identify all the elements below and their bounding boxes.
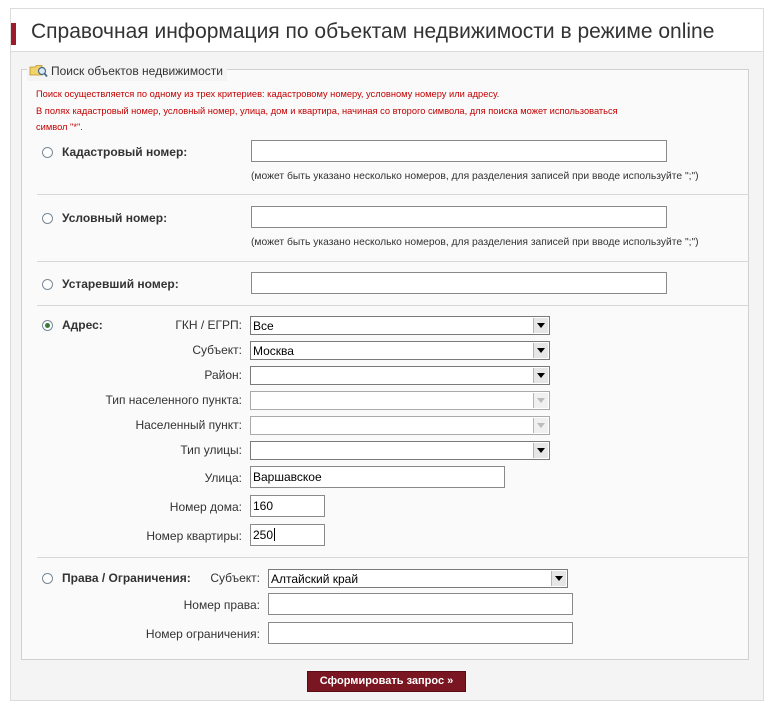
street-type-label: Тип улицы: (180, 443, 242, 457)
search-legend-label: Поиск объектов недвижимости (51, 64, 224, 79)
section-divider (37, 261, 749, 262)
street-label: Улица: (204, 471, 242, 485)
chevron-down-icon[interactable] (533, 418, 548, 433)
cadastral-radio[interactable] (42, 147, 53, 158)
rights-radio[interactable] (42, 573, 53, 584)
restriction-number-label: Номер ограничения: (145, 627, 260, 641)
apartment-number-input[interactable] (250, 524, 325, 546)
obsolete-label: Устаревший номер: (62, 277, 179, 291)
search-note-line-2: В полях кадастровый номер, условный номер, улица, дом и квартира, начиная со второго символа, для поиска может использоваться (36, 106, 618, 116)
search-folder-icon (29, 63, 48, 81)
subject-label: Субъект: (192, 343, 242, 357)
obsolete-number-input[interactable] (251, 272, 667, 294)
settlement-type-select[interactable] (250, 391, 550, 410)
conditional-radio[interactable] (42, 213, 53, 224)
street-input[interactable]: Варшавское (250, 466, 505, 488)
rights-subject-select[interactable] (268, 569, 568, 588)
right-number-input[interactable] (268, 593, 573, 615)
district-select[interactable] (250, 366, 550, 385)
section-divider (37, 194, 749, 195)
gkn-label: ГКН / ЕГРП: (175, 318, 242, 332)
page-title: Справочная информация по объектам недвижимости в режиме online (31, 20, 715, 43)
chevron-down-icon[interactable] (533, 318, 548, 333)
conditional-number-input[interactable] (251, 206, 667, 228)
search-note-line-3: символ "*". (36, 122, 83, 132)
subject-select[interactable] (250, 341, 550, 360)
chevron-down-icon[interactable] (533, 443, 548, 458)
search-legend (27, 63, 227, 81)
settlement-label: Населенный пункт: (135, 418, 242, 432)
text-cursor (274, 528, 275, 541)
subject-select-value: Москва (253, 344, 294, 358)
search-note-line-1: Поиск осуществляется по одному из трех критериев: кадастровому номеру, условному номеру или адресу. (36, 89, 500, 99)
section-divider (37, 557, 749, 558)
house-number-input[interactable]: 160 (250, 495, 325, 517)
chevron-down-icon[interactable] (551, 571, 566, 586)
settlement-type-label: Тип населенного пункта: (105, 393, 242, 407)
rights-subject-label: Субъект: (210, 571, 260, 585)
chevron-down-icon[interactable] (533, 368, 548, 383)
rights-label: Права / Ограничения: (62, 571, 191, 585)
conditional-label: Условный номер: (62, 211, 168, 225)
cadastral-label: Кадастровый номер: (62, 145, 188, 159)
submit-request-button[interactable]: Сформировать запрос » (307, 671, 466, 692)
gkn-select-value: Все (253, 319, 274, 333)
conditional-hint: (может быть указано несколько номеров, для разделения записей при вводе используйте ";") (251, 237, 699, 248)
address-radio[interactable] (42, 320, 53, 331)
rights-subject-select-value: Алтайский край (271, 572, 359, 586)
section-divider (37, 305, 749, 306)
settlement-select[interactable] (250, 416, 550, 435)
chevron-down-icon[interactable] (533, 393, 548, 408)
apartment-number-label: Номер квартиры: (146, 529, 242, 543)
apartment-number-value: 250 (253, 528, 274, 542)
chevron-down-icon[interactable] (533, 343, 548, 358)
street-type-select[interactable] (250, 441, 550, 460)
district-label: Район: (204, 368, 242, 382)
cadastral-hint: (может быть указано несколько номеров, для разделения записей при вводе используйте ";") (251, 171, 699, 182)
obsolete-radio[interactable] (42, 279, 53, 290)
cadastral-number-input[interactable] (251, 140, 667, 162)
restriction-number-input[interactable] (268, 622, 573, 644)
right-number-label: Номер права: (183, 598, 260, 612)
house-number-label: Номер дома: (169, 500, 242, 514)
header-accent-bar (11, 23, 16, 45)
gkn-select[interactable] (250, 316, 550, 335)
address-label: Адрес: (62, 318, 103, 332)
page-header (10, 8, 764, 52)
